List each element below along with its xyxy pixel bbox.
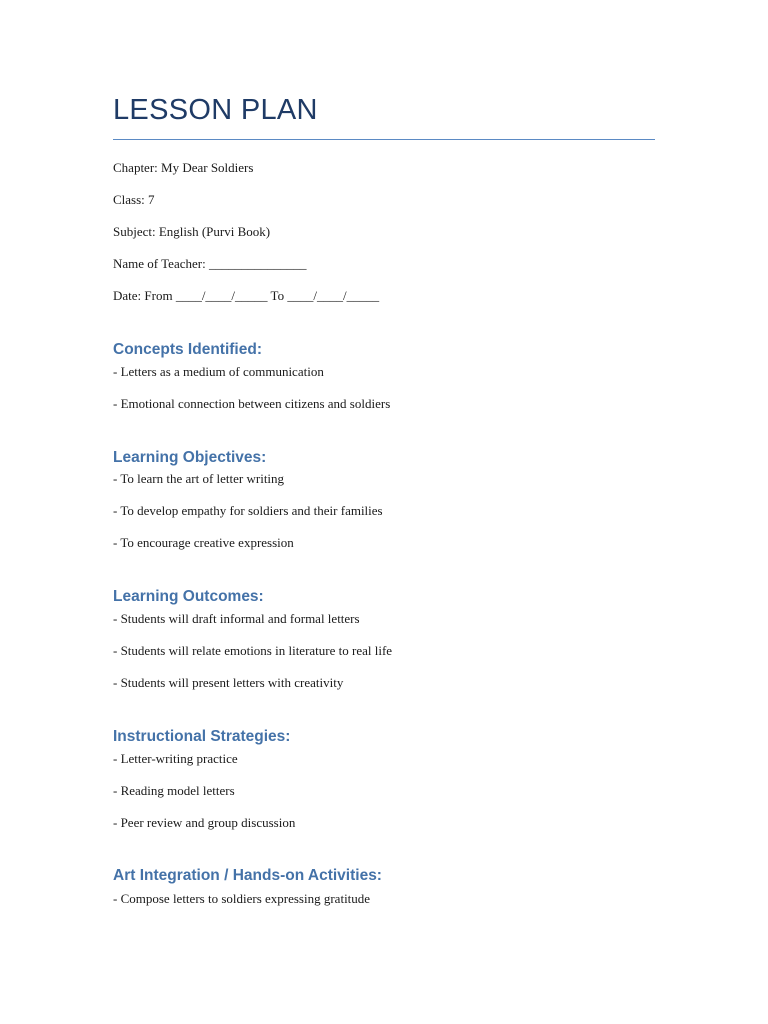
date-line: Date: From ____/____/_____ To ____/____/_____: [113, 288, 380, 303]
chapter-line: Chapter: My Dear Soldiers: [113, 160, 254, 175]
list-item: - Emotional connection between citizens and soldiers: [113, 396, 391, 411]
document-title: LESSON PLAN: [113, 94, 318, 126]
class-line: Class: 7: [113, 192, 155, 207]
section-heading-concepts: Concepts Identified:: [113, 341, 262, 358]
list-item: - Students will draft informal and formal letters: [113, 611, 360, 626]
section-heading-outcomes: Learning Outcomes:: [113, 588, 264, 605]
teacher-line: Name of Teacher: _______________: [113, 256, 307, 271]
list-item: - To develop empathy for soldiers and their families: [113, 503, 383, 518]
subject-line: Subject: English (Purvi Book): [113, 224, 271, 239]
list-item: - Compose letters to soldiers expressing gratitude: [113, 891, 371, 906]
list-item: - Students will present letters with creativity: [113, 675, 344, 690]
list-item: - Letters as a medium of communication: [113, 364, 324, 379]
list-item: - To encourage creative expression: [113, 535, 294, 550]
section-heading-objectives: Learning Objectives:: [113, 449, 267, 466]
list-item: - To learn the art of letter writing: [113, 471, 285, 486]
section-heading-strategies: Instructional Strategies:: [113, 728, 291, 745]
list-item: - Peer review and group discussion: [113, 815, 296, 830]
list-item: - Students will relate emotions in literature to real life: [113, 643, 393, 658]
list-item: - Reading model letters: [113, 783, 235, 798]
section-heading-art-integration: Art Integration / Hands-on Activities:: [113, 867, 382, 884]
list-item: - Letter-writing practice: [113, 751, 238, 766]
title-underline: [113, 139, 655, 140]
